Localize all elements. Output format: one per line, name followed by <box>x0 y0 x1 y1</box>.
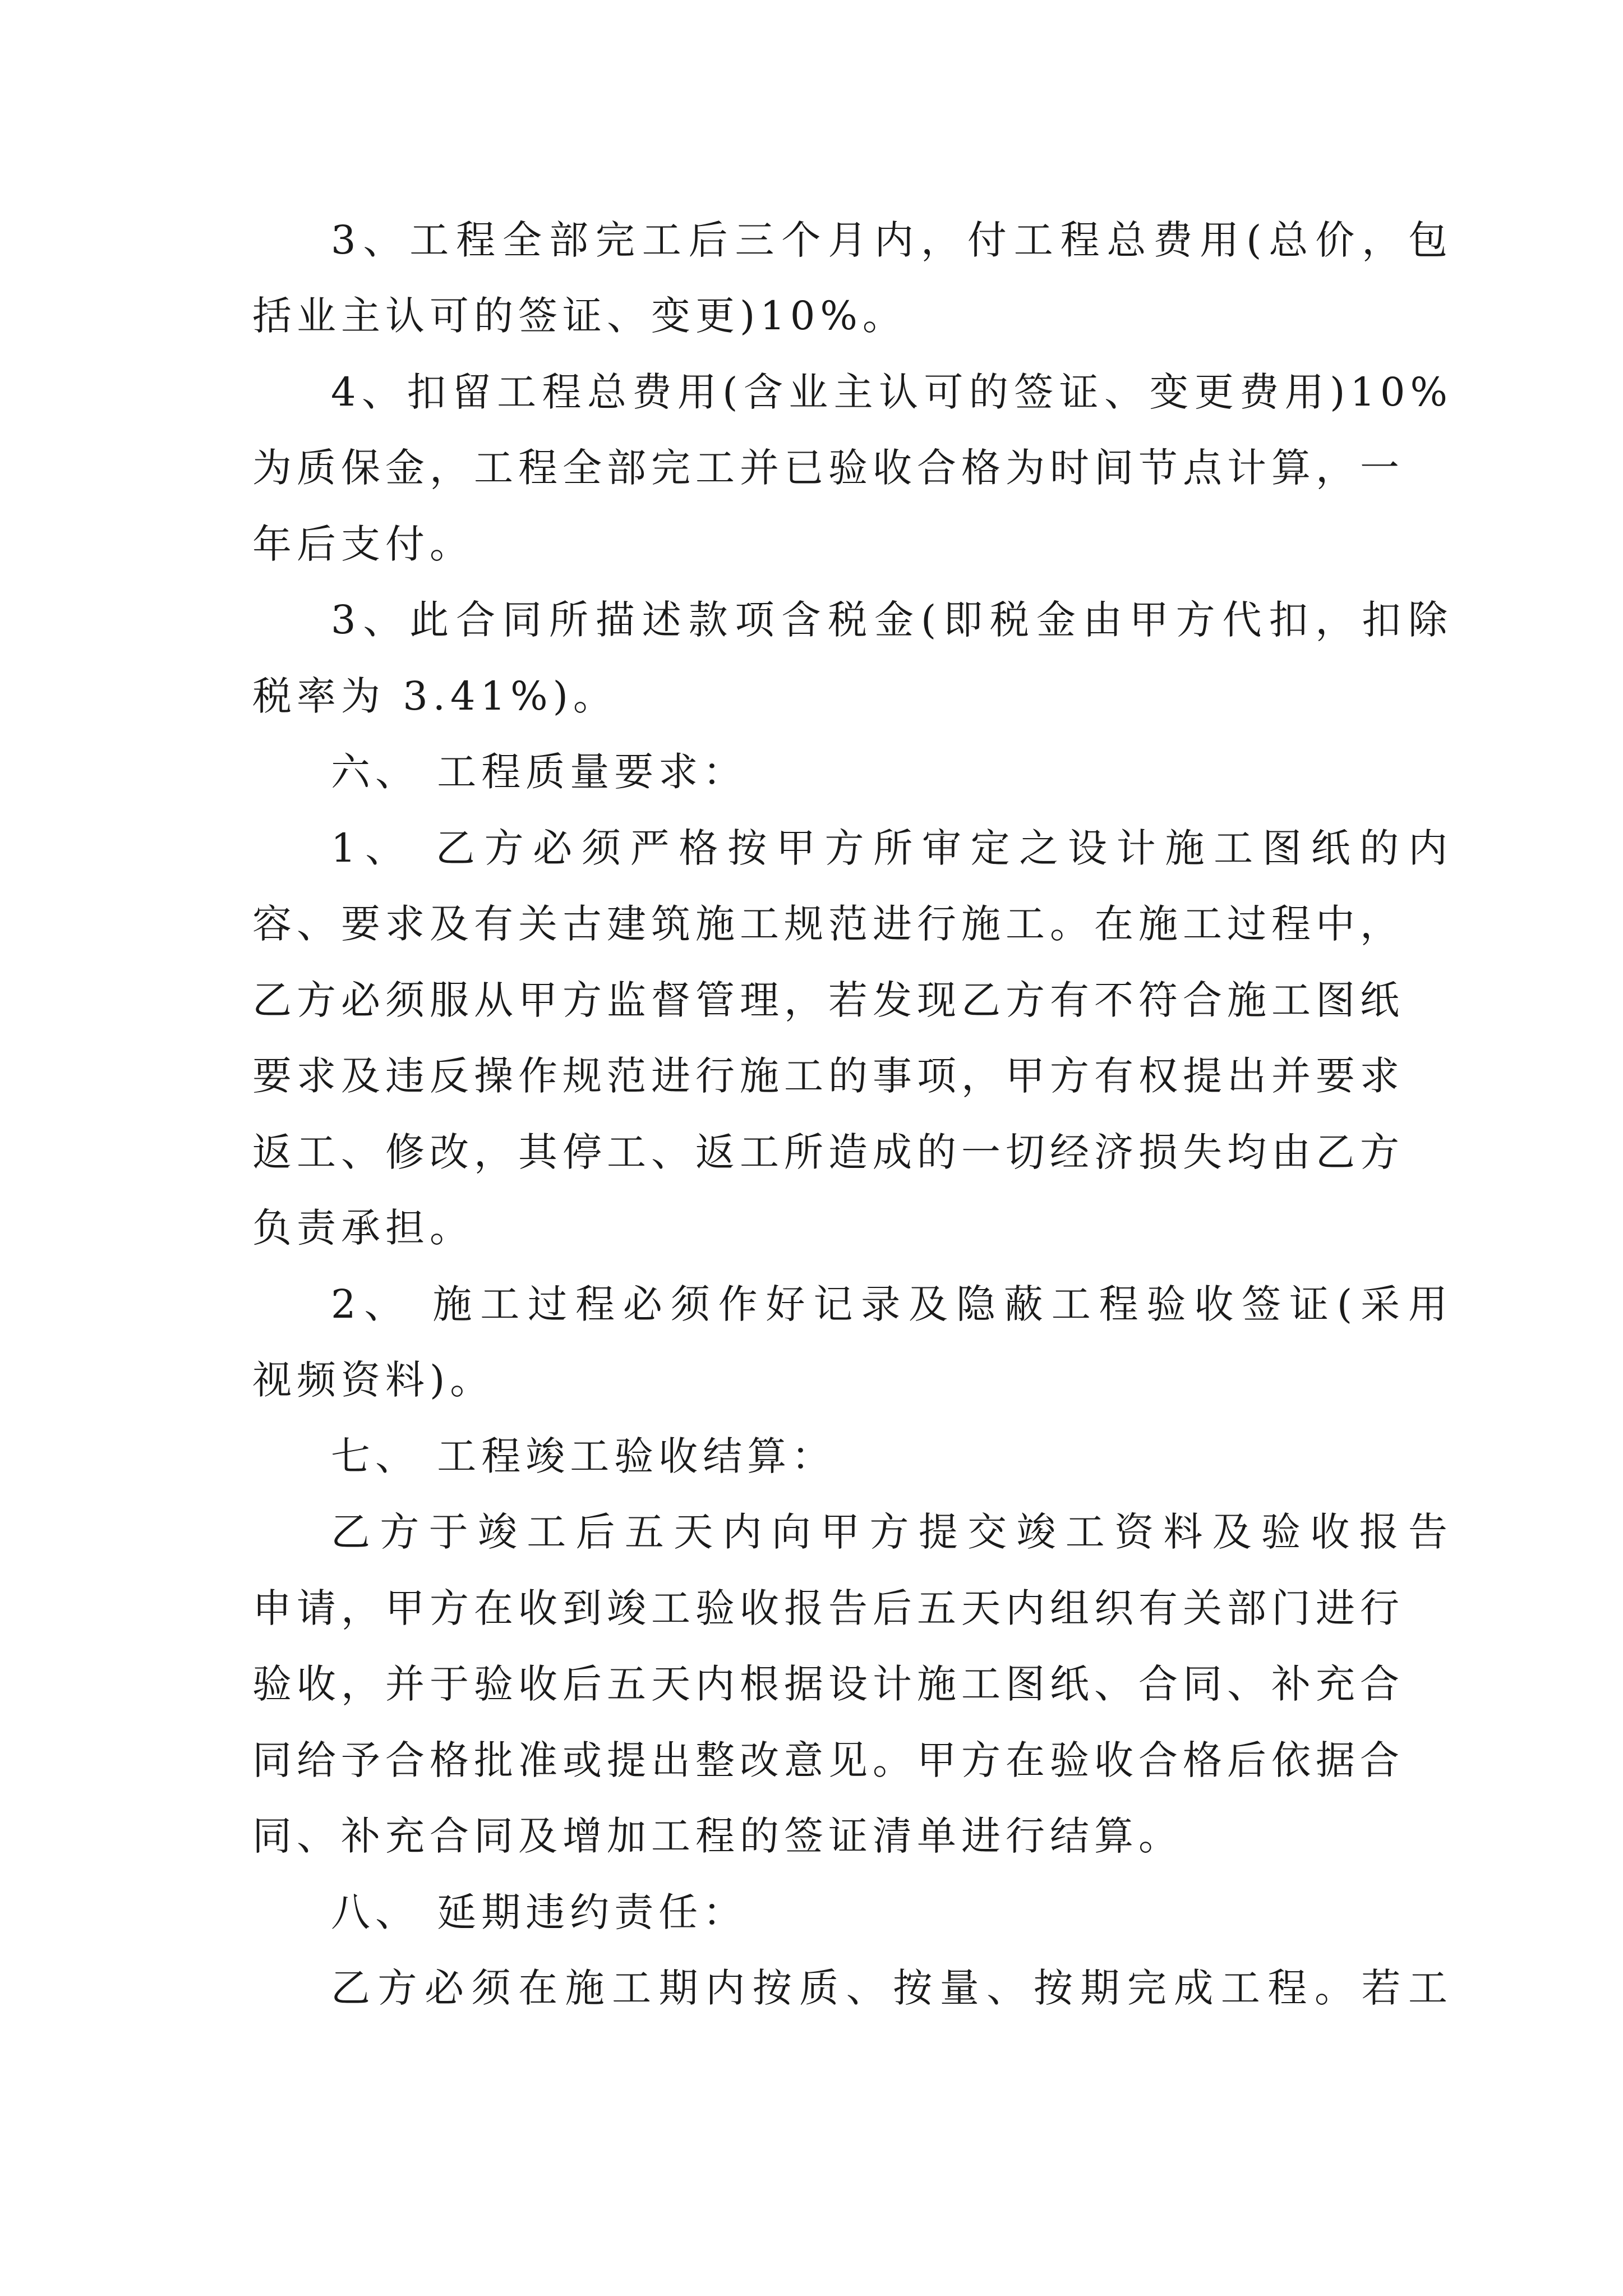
section-heading: 六、 工程质量要求： <box>331 749 748 795</box>
text-line: 括业主认可的签证、变更)10%。 <box>252 293 907 339</box>
text-line: 1、 乙方必须严格按甲方所审定之设计施工图纸的内 <box>331 825 1453 871</box>
text-line: 容、要求及有关古建筑施工规范进行施工。在施工过程中， <box>252 901 1404 947</box>
text-line: 乙方必须服从甲方监督管理，若发现乙方有不符合施工图纸 <box>252 977 1404 1023</box>
text-line: 为质保金，工程全部完工并已验收合格为时间节点计算，一 <box>252 445 1404 491</box>
text-line: 乙方必须在施工期内按质、按量、按期完成工程。若工 <box>331 1965 1453 2011</box>
text-line: 税率为 3.41%)。 <box>252 673 617 719</box>
text-line: 申请，甲方在收到竣工验收报告后五天内组织有关部门进行 <box>252 1585 1404 1631</box>
section-heading: 八、 延期违约责任： <box>331 1889 748 1935</box>
text-line: 乙方于竣工后五天内向甲方提交竣工资料及验收报告 <box>331 1509 1453 1555</box>
text-line: 同、补充合同及增加工程的签证清单进行结算。 <box>252 1813 1183 1859</box>
section-heading: 七、 工程竣工验收结算： <box>331 1433 836 1479</box>
text-line: 视频资料)。 <box>252 1357 495 1403</box>
text-line: 年后支付。 <box>252 521 474 567</box>
text-line: 验收，并于验收后五天内根据设计施工图纸、合同、补充合 <box>252 1661 1404 1707</box>
text-line: 返工、修改，其停工、返工所造成的一切经济损失均由乙方 <box>252 1129 1404 1175</box>
text-line: 4、扣留工程总费用(含业主认可的签证、变更费用)10% <box>331 369 1453 415</box>
text-line: 3、工程全部完工后三个月内，付工程总费用(总价，包 <box>331 217 1453 263</box>
text-line: 2、 施工过程必须作好记录及隐蔽工程验收签证(采用 <box>331 1281 1453 1327</box>
text-line: 同给予合格批准或提出整改意见。甲方在验收合格后依据合 <box>252 1737 1404 1783</box>
text-line: 负责承担。 <box>252 1205 474 1251</box>
text-line: 3、此合同所描述款项含税金(即税金由甲方代扣，扣除 <box>331 597 1453 643</box>
text-line: 要求及违反操作规范进行施工的事项，甲方有权提出并要求 <box>252 1053 1404 1099</box>
